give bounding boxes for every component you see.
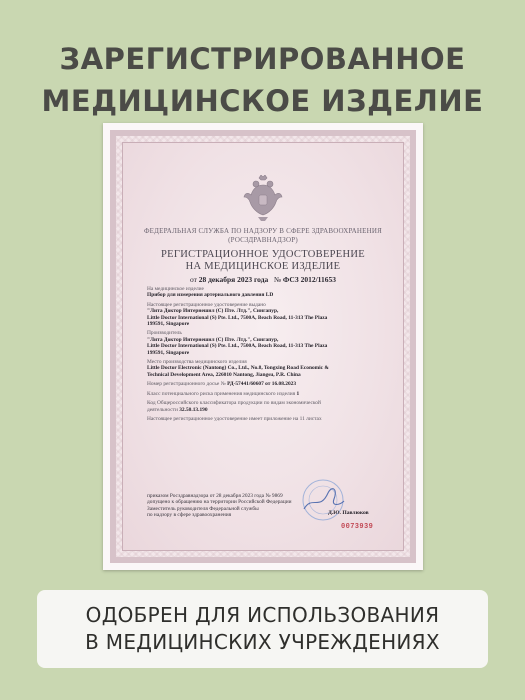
banner-line-1: ОДОБРЕН ДЛЯ ИСПОЛЬЗОВАНИЯ [85, 603, 440, 627]
order-line-2: допущено к обращению на территории Российской Федерации [147, 499, 292, 506]
signer-name: Д.Ю. Павлюков [328, 510, 369, 516]
headline [0, 38, 525, 122]
risk-value: 1 [296, 390, 300, 397]
okp-value: 32.50.13.190 [179, 406, 208, 413]
place-value-2: Technical Development Area, 226010 Nantong, Jiangsu, P.R. China [147, 371, 301, 378]
maker-label: Производитель [147, 330, 182, 337]
device-value: Прибор для измерения артериального давления LD [147, 292, 274, 299]
certificate-body [147, 286, 387, 422]
headline-line-2: МЕДИЦИНСКОЕ ИЗДЕЛИЕ [41, 84, 484, 118]
issued-value-2: Little Doctor International (S) Pte. Ltd., 7500A, Beach Road, 11-313 The Plaza [147, 314, 328, 321]
deputy-line-1: Заместитель руководителя Федеральной службы [147, 505, 259, 512]
dossier-label: Номер регистрационного досье № [147, 381, 226, 388]
risk-label: Класс потенциального риска применения медицинского изделия [147, 390, 296, 397]
date-prefix: от [189, 275, 197, 284]
place-value-1: Little Doctor Electronic (Nantong) Co., Ltd., No.8, Tongxing Road Economic & [147, 365, 329, 372]
deputy-line-2: по надзору в сфере здравоохранения [147, 512, 232, 519]
agency-line-2: (РОСЗДРАВНАДЗОР) [228, 236, 298, 244]
device-label: На медицинское изделие [147, 286, 204, 292]
issued-value-1: "Лита Доктор Интернешнл (С) Пте. Лтд.", Сингапур, [147, 308, 279, 315]
dossier-value: РД-57441/60607 от 16.08.2023 [227, 381, 297, 388]
maker-value-3: 199591, Singapore [147, 349, 190, 356]
agency-line-1: ФЕДЕРАЛЬНАЯ СЛУЖБА ПО НАДЗОРУ В СФЕРЕ ЗДРАВООХРАНЕНИЯ [143, 227, 383, 235]
certificate-image [103, 123, 423, 570]
headline-line-1: ЗАРЕГИСТРИРОВАННОЕ [59, 42, 466, 76]
maker-value-1: "Лита Доктор Интернешнл (С) Пте. Лтд.", Сингапур, [147, 336, 279, 343]
certificate-title-line-2: НА МЕДИЦИНСКОЕ ИЗДЕЛИЕ [185, 261, 341, 272]
banner-line-2: В МЕДИЦИНСКИХ УЧРЕЖДЕНИЯХ [85, 630, 440, 654]
okp-label-1: Код Общероссийского классификатора продукции по видам экономической [147, 400, 321, 407]
place-label: Место производства медицинского изделия [147, 359, 247, 366]
issued-value-3: 199591, Singapore [147, 321, 190, 328]
approval-banner [37, 590, 488, 668]
certificate-title [123, 249, 403, 273]
serial-number: 0073939 [341, 523, 374, 531]
agency-name [123, 227, 403, 245]
certificate-number: ФСЗ 2012/11653 [282, 275, 337, 284]
issued-label: Настоящее регистрационное удостоверение выдано [147, 301, 266, 308]
certificate-date-number [123, 275, 403, 284]
order-line-1: приказом Росздравнадзора от 28 декабря 2023 года № 9869 [147, 493, 283, 499]
certificate-title-line-1: РЕГИСТРАЦИОННОЕ УДОСТОВЕРЕНИЕ [161, 249, 365, 260]
okp-label-2: деятельности [147, 406, 178, 413]
certificate-date: 28 декабря 2023 года [198, 275, 269, 284]
number-prefix: № [273, 275, 282, 284]
double-headed-eagle-icon [243, 175, 283, 221]
maker-value-2: Little Doctor International (S) Pte. Ltd., 7500A, Beach Road, 11-313 The Plaza [147, 343, 328, 350]
appendix-text: Настоящее регистрационное удостоверение имеет приложение на 11 листах [147, 415, 322, 422]
